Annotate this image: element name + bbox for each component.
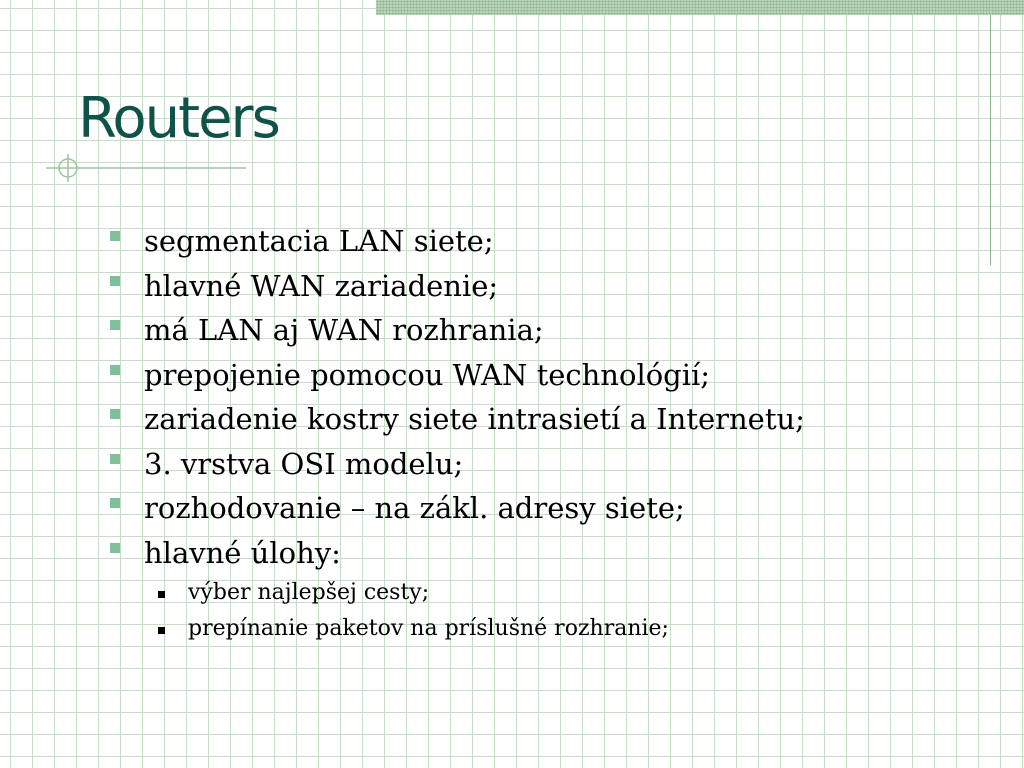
list-item: [104, 442, 805, 487]
square-bullet-icon: [110, 543, 120, 553]
sub-list-item-text: výber najlepšej cesty;: [188, 580, 430, 605]
black-square-bullet-icon: [158, 591, 165, 598]
black-square-bullet-icon: [158, 627, 165, 634]
bullet-list: [104, 219, 805, 647]
list-item-text: prepojenie pomocou WAN technológií;: [144, 357, 711, 392]
list-item-text: zariadenie kostry siete intrasietí a Internetu;: [144, 402, 805, 436]
list-item-text: hlavné úlohy:: [144, 535, 341, 570]
list-item: [104, 308, 805, 353]
square-bullet-icon: [110, 498, 120, 508]
top-decoration-band: [376, 0, 1024, 15]
slide-title: Routers: [78, 86, 279, 151]
list-item-text: rozhodovanie – na zákl. adresy siete;: [144, 491, 685, 525]
sub-list-item: [104, 575, 805, 611]
square-bullet-icon: [110, 454, 120, 464]
crosshair-icon: [46, 152, 256, 184]
square-bullet-icon: [110, 276, 120, 286]
sub-list-item: [104, 611, 805, 647]
list-item: [104, 219, 805, 264]
list-item-text: hlavné WAN zariadenie;: [144, 268, 499, 303]
list-item-text: 3. vrstva OSI modelu;: [144, 446, 464, 481]
sub-bullet-list: [104, 575, 805, 647]
list-item: [104, 264, 805, 309]
right-decoration-line: [990, 15, 991, 265]
sublist-container: [104, 575, 805, 647]
list-item: [104, 531, 805, 576]
square-bullet-icon: [110, 365, 120, 375]
square-bullet-icon: [110, 231, 120, 241]
list-item: [104, 397, 805, 442]
sub-list-item-text: prepínanie paketov na príslušné rozhranie;: [188, 616, 669, 641]
square-bullet-icon: [110, 409, 120, 419]
list-item-text: má LAN aj WAN rozhrania;: [144, 313, 544, 347]
list-item: [104, 353, 805, 398]
list-item-text: segmentacia LAN siete;: [144, 224, 494, 258]
list-item: [104, 486, 805, 531]
square-bullet-icon: [110, 320, 120, 330]
